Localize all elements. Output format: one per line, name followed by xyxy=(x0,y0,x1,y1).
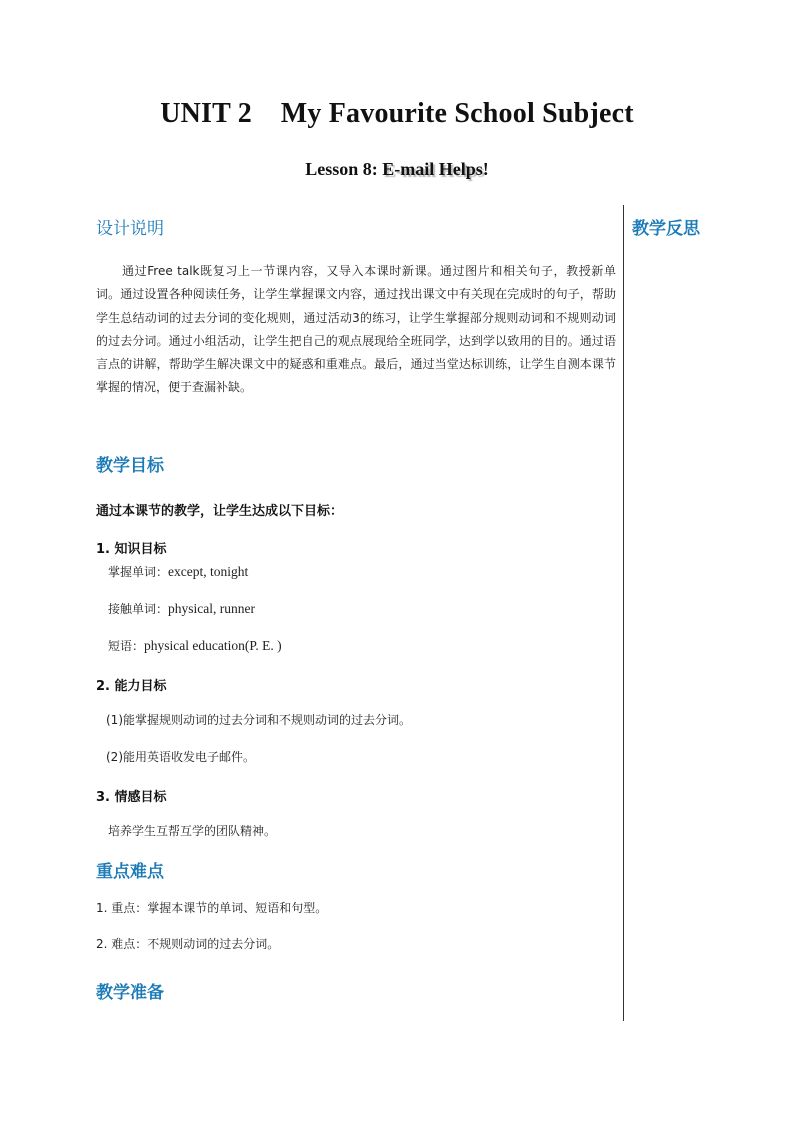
ability-item-2: (2)能用英语收发电子邮件。 xyxy=(106,750,255,764)
emotion-heading: 3. 情感目标 xyxy=(96,790,167,805)
column-divider xyxy=(623,205,624,1021)
page-title: UNIT 2 My Favourite School Subject xyxy=(160,98,634,129)
contact-words-line xyxy=(108,600,255,617)
emotion-item-1: 培养学生互帮互学的团队精神。 xyxy=(108,824,277,838)
contact-label: 接触单词： xyxy=(108,602,169,616)
ability-heading: 2. 能力目标 xyxy=(96,679,167,694)
reflection-heading: 教学反思 xyxy=(632,219,700,239)
difficulty-item: 2. 难点：不规则动词的过去分词。 xyxy=(96,937,280,951)
objectives-intro: 通过本课节的教学，让学生达成以下目标： xyxy=(96,504,344,519)
key-points-heading: 重点难点 xyxy=(96,862,164,882)
knowledge-heading: 1. 知识目标 xyxy=(96,542,167,557)
master-words: except, tonight xyxy=(168,564,249,579)
lesson-suffix: ! xyxy=(482,159,489,179)
objectives-heading: 教学目标 xyxy=(96,456,164,476)
preparation-heading: 教学准备 xyxy=(96,983,164,1003)
design-heading: 设计说明 xyxy=(96,219,164,239)
phrase-words: physical education(P. E. ) xyxy=(144,638,282,653)
master-words-line xyxy=(108,563,248,580)
contact-words: physical, runner xyxy=(168,601,255,616)
master-label: 掌握单词： xyxy=(108,565,169,579)
design-description: 通过Free talk既复习上一节课内容，又导入本课时新课。通过图片和相关句子，教授新单词。通过设置各种阅读任务，让学生掌握课文内容，通过找出课文中有关现在完成时的句子，帮助学生总结动词的过去分词的变化规则，通过活动3的练习，让学生掌握部分规则动词和不规则动词的过去分词。通过小组活动，让学生把自己的观点展现给全班同学，达到学以致用的目的。通过语言点的讲解，帮助学生解决课文中的疑惑和重难点。最后，通过当堂达标训练，让学生自测本课节掌握的情况，便于查漏补缺。 xyxy=(96,264,616,395)
key-point-item: 1. 重点：掌握本课节的单词、短语和句型。 xyxy=(96,901,328,915)
ability-item-1: (1)能掌握规则动词的过去分词和不规则动词的过去分词。 xyxy=(106,713,412,727)
lesson-prefix: Lesson 8: xyxy=(305,159,383,179)
phrase-label: 短语： xyxy=(108,639,145,653)
lesson-title xyxy=(0,159,794,180)
lesson-name: E-mail Helps xyxy=(382,159,483,179)
phrase-line xyxy=(108,637,282,654)
